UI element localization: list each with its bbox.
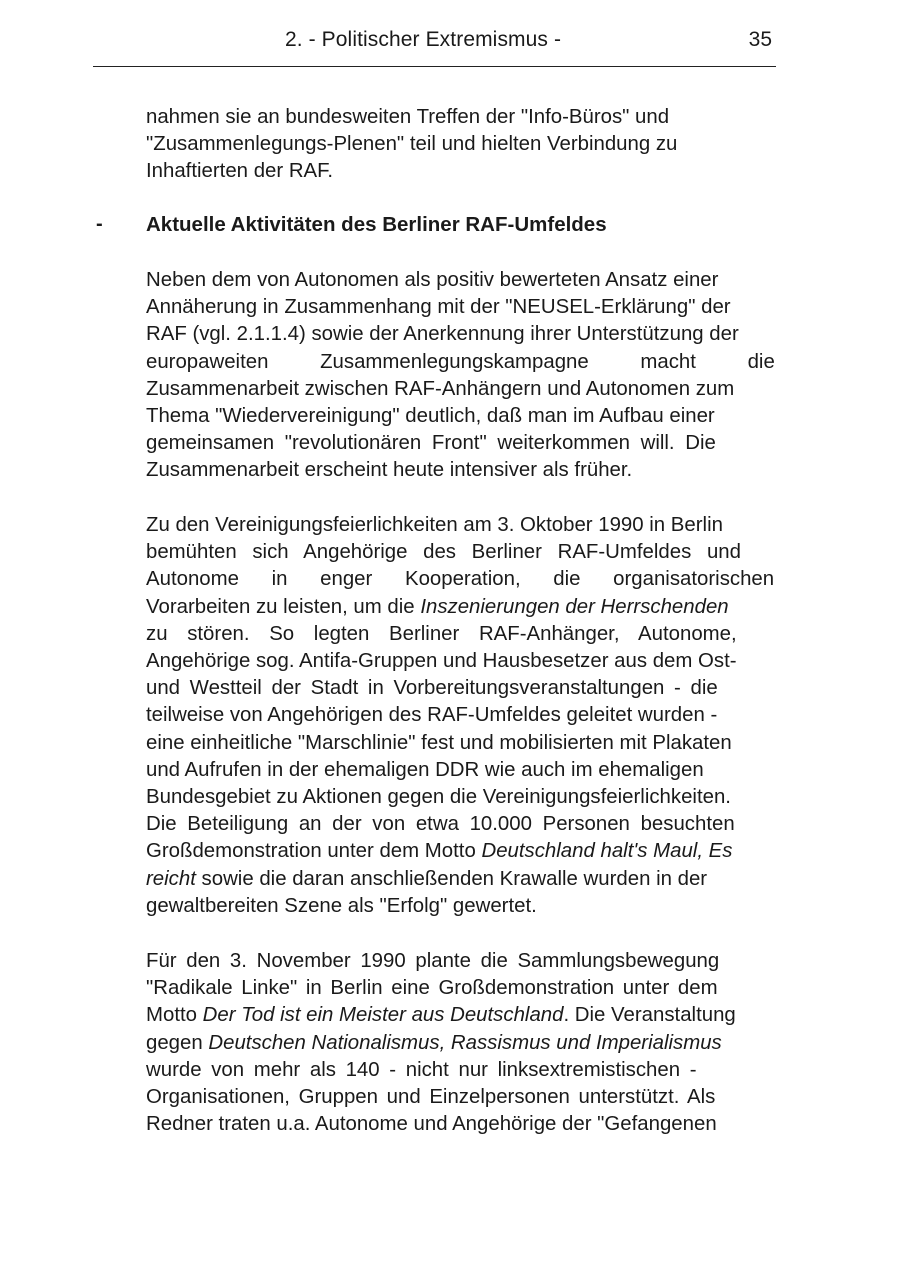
text-line: europaweiten Zusammenlegungskampagne macht die <box>146 350 775 373</box>
text-line: Vorarbeiten zu leisten, um die Inszenierungen der Herrschenden <box>146 595 729 618</box>
text-line: Autonome in enger Kooperation, die organisatorischen <box>146 568 775 591</box>
list-dash: - <box>96 213 103 235</box>
text-line: Zu den Vereinigungsfeierlichkeiten am 3. Oktober 1990 in Berlin <box>146 514 723 536</box>
page-number: 35 <box>748 28 772 51</box>
text-line: Neben dem von Autonomen als positiv bewerteten Ansatz einer <box>146 269 719 291</box>
text-line: eine einheitliche "Marschlinie" fest und mobilisierten mit Plakaten <box>146 731 732 754</box>
text-line: Großdemonstration unter dem Motto Deutschland halt's Maul, Es <box>146 840 733 863</box>
text-line: Motto Der Tod ist ein Meister aus Deutschland. Die Veranstaltung <box>146 1004 736 1027</box>
text-line: Angehörige sog. Antifa-Gruppen und Hausbesetzer aus dem Ost- <box>146 650 737 673</box>
running-title: 2. - Politischer Extremismus - <box>285 28 562 51</box>
text-line: Thema "Wiedervereinigung" deutlich, daß man im Aufbau einer <box>146 405 715 428</box>
text-line: RAF (vgl. 2.1.1.4) sowie der Anerkennung ihrer Unterstützung der <box>146 323 739 346</box>
page-header <box>93 22 776 67</box>
text-line: bemühten sich Angehörige des Berliner RAF-Umfeldes und <box>146 541 741 564</box>
text-line: Inhaftierten der RAF. <box>146 160 334 183</box>
text-line: und Aufrufen in der ehemaligen DDR wie auch im ehemaligen <box>146 758 704 781</box>
text-line: "Radikale Linke" in Berlin eine Großdemonstration unter dem <box>146 977 718 1000</box>
emphasis: Der Tod ist ein Meister aus Deutschland <box>202 1004 564 1027</box>
paragraph-3 <box>146 512 776 920</box>
text-line: Annäherung in Zusammenhang mit der "NEUSEL-Erklärung" der <box>146 296 731 319</box>
text-line: teilweise von Angehörigen des RAF-Umfeldes geleitet wurden - <box>146 704 718 727</box>
paragraph-4 <box>146 948 776 1138</box>
text-line: Für den 3. November 1990 plante die Sammlungsbewegung <box>146 950 720 972</box>
paragraph-1 <box>146 104 776 186</box>
text-line: Die Beteiligung an der von etwa 10.000 Personen besuchten <box>146 813 735 836</box>
text-line: Zusammenarbeit erscheint heute intensiver als früher. <box>146 459 633 482</box>
section-heading: Aktuelle Aktivitäten des Berliner RAF-Umfeldes <box>146 213 607 236</box>
text-line: reicht sowie die daran anschließenden Krawalle wurden in der <box>146 867 708 890</box>
text-line: wurde von mehr als 140 - nicht nur linksextremistischen - <box>146 1058 697 1081</box>
paragraph-2 <box>146 267 776 485</box>
text-line: nahmen sie an bundesweiten Treffen der "Info-Büros" und <box>146 106 670 128</box>
text-line: Bundesgebiet zu Aktionen gegen die Vereinigungsfeierlichkeiten. <box>146 786 731 809</box>
emphasis: reicht <box>146 867 196 890</box>
text-line: gewaltbereiten Szene als "Erfolg" gewertet. <box>146 894 537 917</box>
text-line: gemeinsamen "revolutionären Front" weiterkommen will. Die <box>146 432 716 455</box>
text-line: gegen Deutschen Nationalismus, Rassismus und Imperialismus <box>146 1031 722 1054</box>
text-line: zu stören. So legten Berliner RAF-Anhänger, Autonome, <box>146 622 737 645</box>
text-line: "Zusammenlegungs-Plenen" teil und hielten Verbindung zu <box>146 133 678 156</box>
text-line: Organisationen, Gruppen und Einzelpersonen unterstützt. Als <box>146 1086 716 1109</box>
text-line: und Westteil der Stadt in Vorbereitungsveranstaltungen - die <box>146 677 718 700</box>
emphasis: Deutschland halt's Maul, Es <box>481 840 733 863</box>
text-line: Redner traten u.a. Autonome und Angehörige der "Gefangenen <box>146 1113 717 1136</box>
emphasis: Deutschen Nationalismus, Rassismus und Imperialismus <box>208 1031 722 1054</box>
emphasis: Inszenierungen der Herrschenden <box>420 595 729 618</box>
text-line: Zusammenarbeit zwischen RAF-Anhängern und Autonomen zum <box>146 377 735 400</box>
